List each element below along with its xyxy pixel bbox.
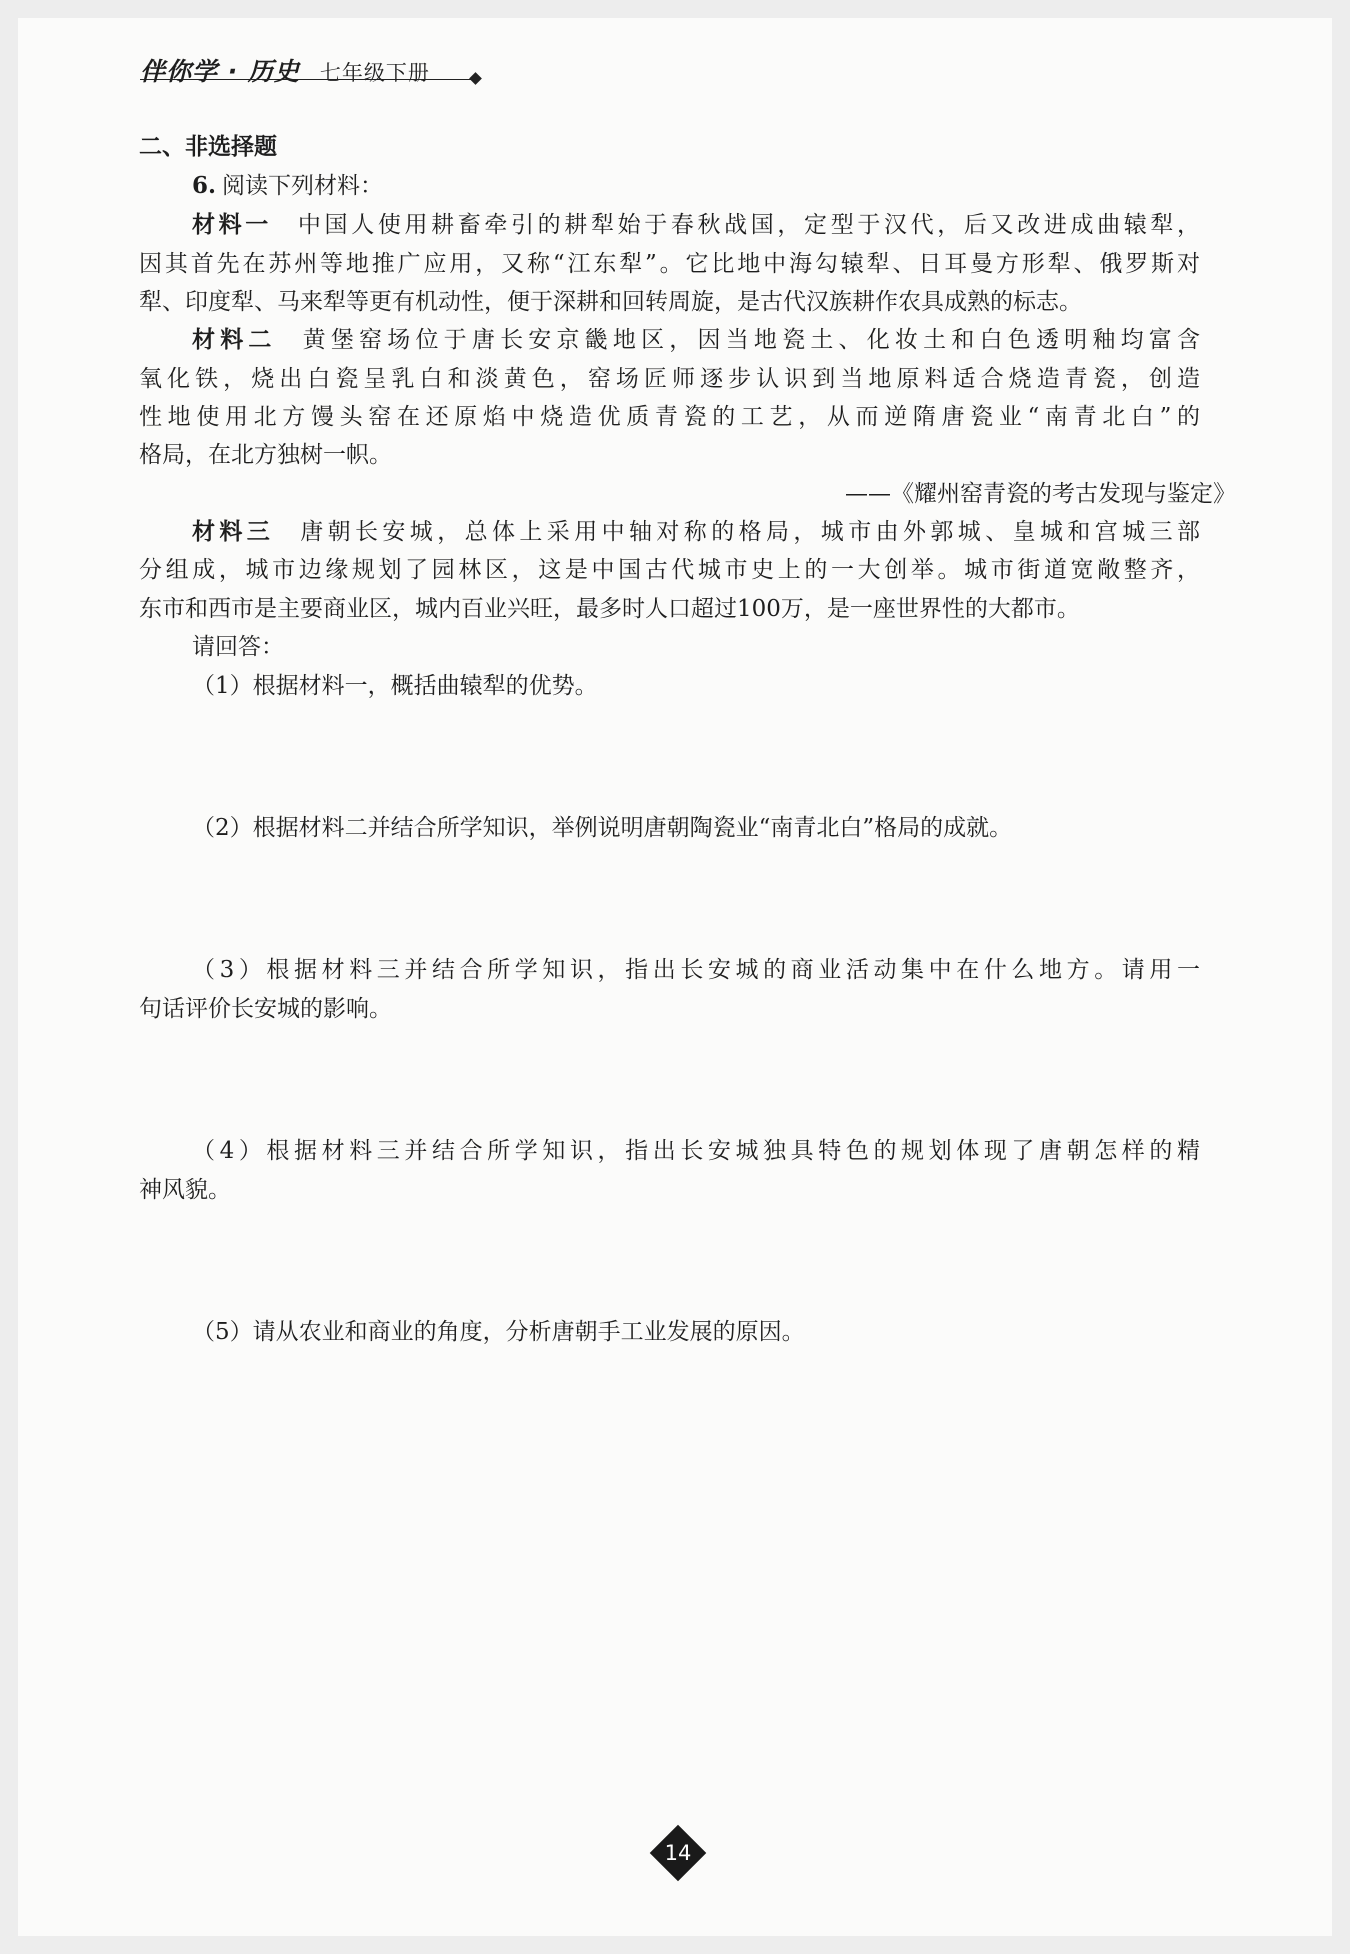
material2-line: 格局，在北方独树一帜。 (139, 442, 392, 468)
material3-line (192, 517, 1200, 547)
material1-label: 材料一 (192, 212, 272, 238)
header-rule (140, 79, 475, 80)
page-number: 14 (664, 1841, 692, 1865)
material2-line: 性地使用北方馒头窑在还原焰中烧造优质青瓷的工艺，从而逆隋唐瓷业“南青北白”的 (139, 404, 1200, 430)
material3-label: 材料三 (192, 519, 275, 545)
material1-line (192, 210, 1200, 240)
material1-text: 中国人使用耕畜牵引的耕犁始于春秋战国，定型于汉代，后又改进成曲辕犁， (297, 212, 1201, 238)
grade-label: 七年级下册 (319, 61, 430, 85)
material2-source: ——《耀州窑青瓷的考古发现与鉴定》 (845, 481, 1236, 507)
page-header (140, 52, 430, 88)
series-title: 伴你学 · 历史 (140, 57, 300, 86)
question-text: 阅读下列材料： (222, 173, 384, 199)
material2-line (192, 325, 1200, 355)
material3-line: 分组成，城市边缘规划了园林区，这是中国古代城市史上的一大创举。城市街道宽敞整齐， (139, 557, 1200, 583)
material3-text: 唐朝长安城，总体上采用中轴对称的格局，城市由外郭城、皇城和宫城三部 (300, 519, 1201, 545)
subquestion-1: （1）根据材料一，概括曲辕犁的优势。 (192, 673, 598, 699)
subquestion-5: （5）请从农业和商业的角度，分析唐朝手工业发展的原因。 (192, 1319, 805, 1345)
material3-line: 东市和西市是主要商业区，城内百业兴旺，最多时人口超过100万，是一座世界性的大都市。 (139, 596, 1080, 622)
material2-text: 黄堡窑场位于唐长安京畿地区，因当地瓷土、化妆土和白色透明釉均富含 (302, 327, 1201, 353)
material2-line: 氧化铁，烧出白瓷呈乳白和淡黄色，窑场匠师逐步认识到当地原料适合烧造青瓷，创造 (139, 366, 1200, 392)
material1-line: 犁、印度犁、马来犁等更有机动性，便于深耕和回转周旋，是古代汉族耕作农具成熟的标志。 (139, 289, 1082, 315)
section-title: 二、非选择题 (139, 134, 277, 160)
subquestion-3: （3）根据材料三并结合所学知识，指出长安城的商业活动集中在什么地方。请用一 (192, 957, 1200, 983)
question-number: 6. (192, 172, 217, 199)
subquestion-2: （2）根据材料二并结合所学知识，举例说明唐朝陶瓷业“南青北白”格局的成就。 (192, 815, 1013, 841)
material2-label: 材料二 (192, 327, 277, 353)
answer-prompt: 请回答： (192, 634, 284, 660)
subquestion-4-cont: 神风貌。 (139, 1177, 231, 1203)
question-prompt (192, 171, 383, 201)
material1-line: 因其首先在苏州等地推广应用，又称“江东犁”。它比地中海勾辕犁、日耳曼方形犁、俄罗斯对 (139, 251, 1200, 277)
subquestion-3-cont: 句话评价长安城的影响。 (139, 996, 392, 1022)
subquestion-4: （4）根据材料三并结合所学知识，指出长安城独具特色的规划体现了唐朝怎样的精 (192, 1138, 1200, 1164)
